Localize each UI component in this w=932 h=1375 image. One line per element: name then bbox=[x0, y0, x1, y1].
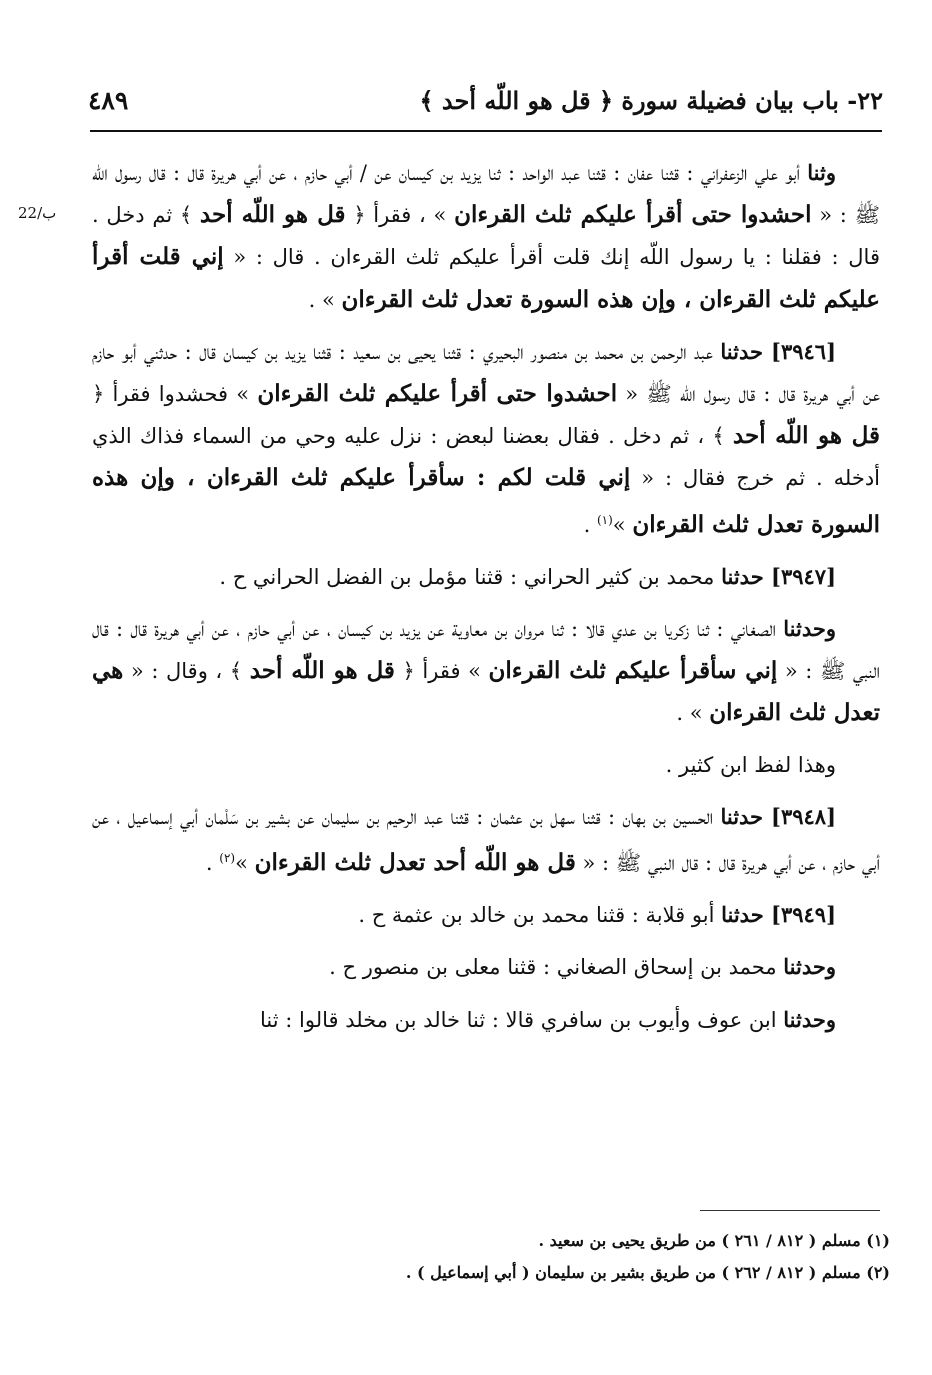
quran-text: قل هو اللّه أحد bbox=[732, 422, 880, 450]
hadith-text: احشدوا حتى أقرأ عليكم ثلث القرءان bbox=[257, 380, 618, 408]
paragraph-note bbox=[92, 745, 880, 786]
hadith-number: [٣٩٤٦] bbox=[762, 338, 837, 364]
hadith-text: إني قلت أقرأ عليكم ثلث القرءان ، وإن هذه السورة تعدل ثلث القرءان bbox=[92, 243, 880, 313]
text: » فحشدوا فقرأ ﴿ bbox=[92, 382, 258, 407]
text: ﴾ ، ثم دخل . فقال بعضنا لبعض : نزل عليه وحي من السماء فذاك الذي أدخله . ثم خرج فقال : « bbox=[92, 424, 881, 491]
footnote-rule bbox=[700, 1210, 880, 1211]
text: » فقرأ ﴿ bbox=[394, 659, 489, 684]
hadith-number: [٣٩٤٩] bbox=[763, 902, 836, 928]
narration-word: حدثنا bbox=[721, 563, 764, 589]
narration-word: حدثنا bbox=[721, 902, 764, 928]
text: . bbox=[583, 512, 597, 537]
manuscript-folio-note: 22/ب bbox=[18, 204, 57, 222]
isnad-text: أبو علي الزعفراني : قثنا عفان : قثنا عبد الواحد : ثنا يزيد بن كيسان عن / أبي حازم ، عن أبي هريرة قال : قال رسول اللّه ﷺ : « bbox=[92, 161, 880, 228]
footnote-2: (٢) مسلم ( ٨١٢ / ٢٦٢ ) من طريق بشير بن سليمان ( أبي إسماعيل ) . bbox=[405, 1263, 890, 1282]
paragraph-3947 bbox=[92, 556, 880, 598]
footnotes bbox=[250, 1225, 890, 1289]
isnad-text: محمد بن كثير الحراني : قثنا مؤمل بن الفضل الحراني ح . bbox=[219, 564, 722, 589]
hadith-text: إني قلت لكم : سأقرأ عليكم ثلث القرءان ، وإن هذه السورة تعدل ثلث القرءان bbox=[92, 464, 880, 538]
paragraph-1 bbox=[92, 152, 880, 321]
text: » . bbox=[676, 701, 710, 726]
isnad-text: عبد الرحمن بن محمد بن منصور البحيري : قثنا يحيى بن سعيد : قثنا يزيد بن كيسان قال : حدثني أبو حازم عن أبي هريرة قال : قال رسول اللّه ﷺ « bbox=[92, 339, 881, 407]
isnad-text: الصغاني : ثنا زكريا بن عدي قالا : ثنا مروان بن معاوية عن يزيد بن كيسان ، عن أبي حازم ، عن أبي هريرة قال : قال النبي ﷺ : « bbox=[92, 617, 880, 684]
hadith-text: قل هو اللّه أحد تعدل ثلث القرءان bbox=[254, 849, 576, 877]
hadith-text: إني سأقرأ عليكم ثلث القرءان bbox=[488, 657, 778, 685]
text: ﴾ ثم دخل . قال : فقلنا : يا رسول اللّه إنك قلت أقرأ عليكم ثلث القرءان . قال : « bbox=[92, 203, 880, 270]
footnote-ref-2[interactable]: (٢) bbox=[219, 851, 236, 866]
text: . bbox=[205, 851, 220, 876]
page-header bbox=[88, 80, 883, 120]
narration-word: وحدثنا bbox=[783, 616, 836, 642]
hadith-text: هي تعدل ثلث القرءان bbox=[92, 657, 880, 727]
text: » bbox=[235, 851, 255, 876]
hadith-text: احشدوا حتى أقرأ عليكم ثلث القرءان bbox=[454, 201, 812, 229]
narration-word: وحدثنا bbox=[783, 954, 836, 980]
isnad-text: أبو قلابة : قثنا محمد بن خالد بن عثمة ح . bbox=[358, 903, 722, 928]
text: » ، فقرأ ﴿ bbox=[345, 203, 455, 228]
narration-word: حدثنا bbox=[720, 338, 763, 364]
running-title: ٢٢- باب بيان فضيلة سورة ﴿ قل هو اللّه أحد ﴾ bbox=[419, 85, 883, 115]
header-rule bbox=[90, 130, 882, 132]
text: ﴾ ، وقال : « bbox=[123, 659, 250, 684]
narration-word: حدثنا bbox=[720, 803, 764, 829]
narration-word: وحدثنا bbox=[783, 1006, 836, 1032]
quran-text: قل هو اللّه أحد bbox=[199, 201, 346, 229]
hadith-number: [٣٩٤٧] bbox=[763, 563, 836, 589]
main-text bbox=[92, 152, 880, 1041]
footnote-1: (١) مسلم ( ٨١٢ / ٢٦١ ) من طريق يحيى بن سعيد . bbox=[538, 1231, 890, 1250]
page-number: ٤٨٩ bbox=[88, 85, 129, 115]
paragraph-3949 bbox=[92, 894, 880, 936]
text: » bbox=[612, 512, 633, 537]
paragraph-3948 bbox=[92, 796, 880, 884]
isnad-text: محمد بن إسحاق الصغاني : قثنا معلى بن منصور ح . bbox=[329, 955, 784, 980]
narration-word: وثنا bbox=[807, 160, 836, 185]
footnote-ref-1[interactable]: (١) bbox=[596, 512, 613, 527]
paragraph-3949-b bbox=[92, 946, 880, 988]
isnad-text: ابن عوف وأيوب بن سافري قالا : ثنا خالد بن مخلد قالوا : ثنا bbox=[260, 1007, 784, 1032]
hadith-number: [٣٩٤٨] bbox=[763, 803, 836, 829]
paragraph-3949-c bbox=[92, 999, 880, 1041]
text: وهذا لفظ ابن كثير . bbox=[665, 752, 836, 777]
text: » . bbox=[308, 287, 342, 312]
paragraph-3947-b bbox=[92, 608, 880, 735]
paragraph-3946 bbox=[92, 331, 880, 546]
isnad-text: الحسين بن بهان : قثنا سهل بن عثمان : قثنا عبد الرحيم بن سليمان عن بشير بن سَلْمان أبي إسماعيل ، عن أبي حازم ، عن أبي هريرة قال : قال النبي ﷺ : « bbox=[92, 804, 880, 876]
quran-text: قل هو اللّه أحد bbox=[249, 657, 395, 685]
